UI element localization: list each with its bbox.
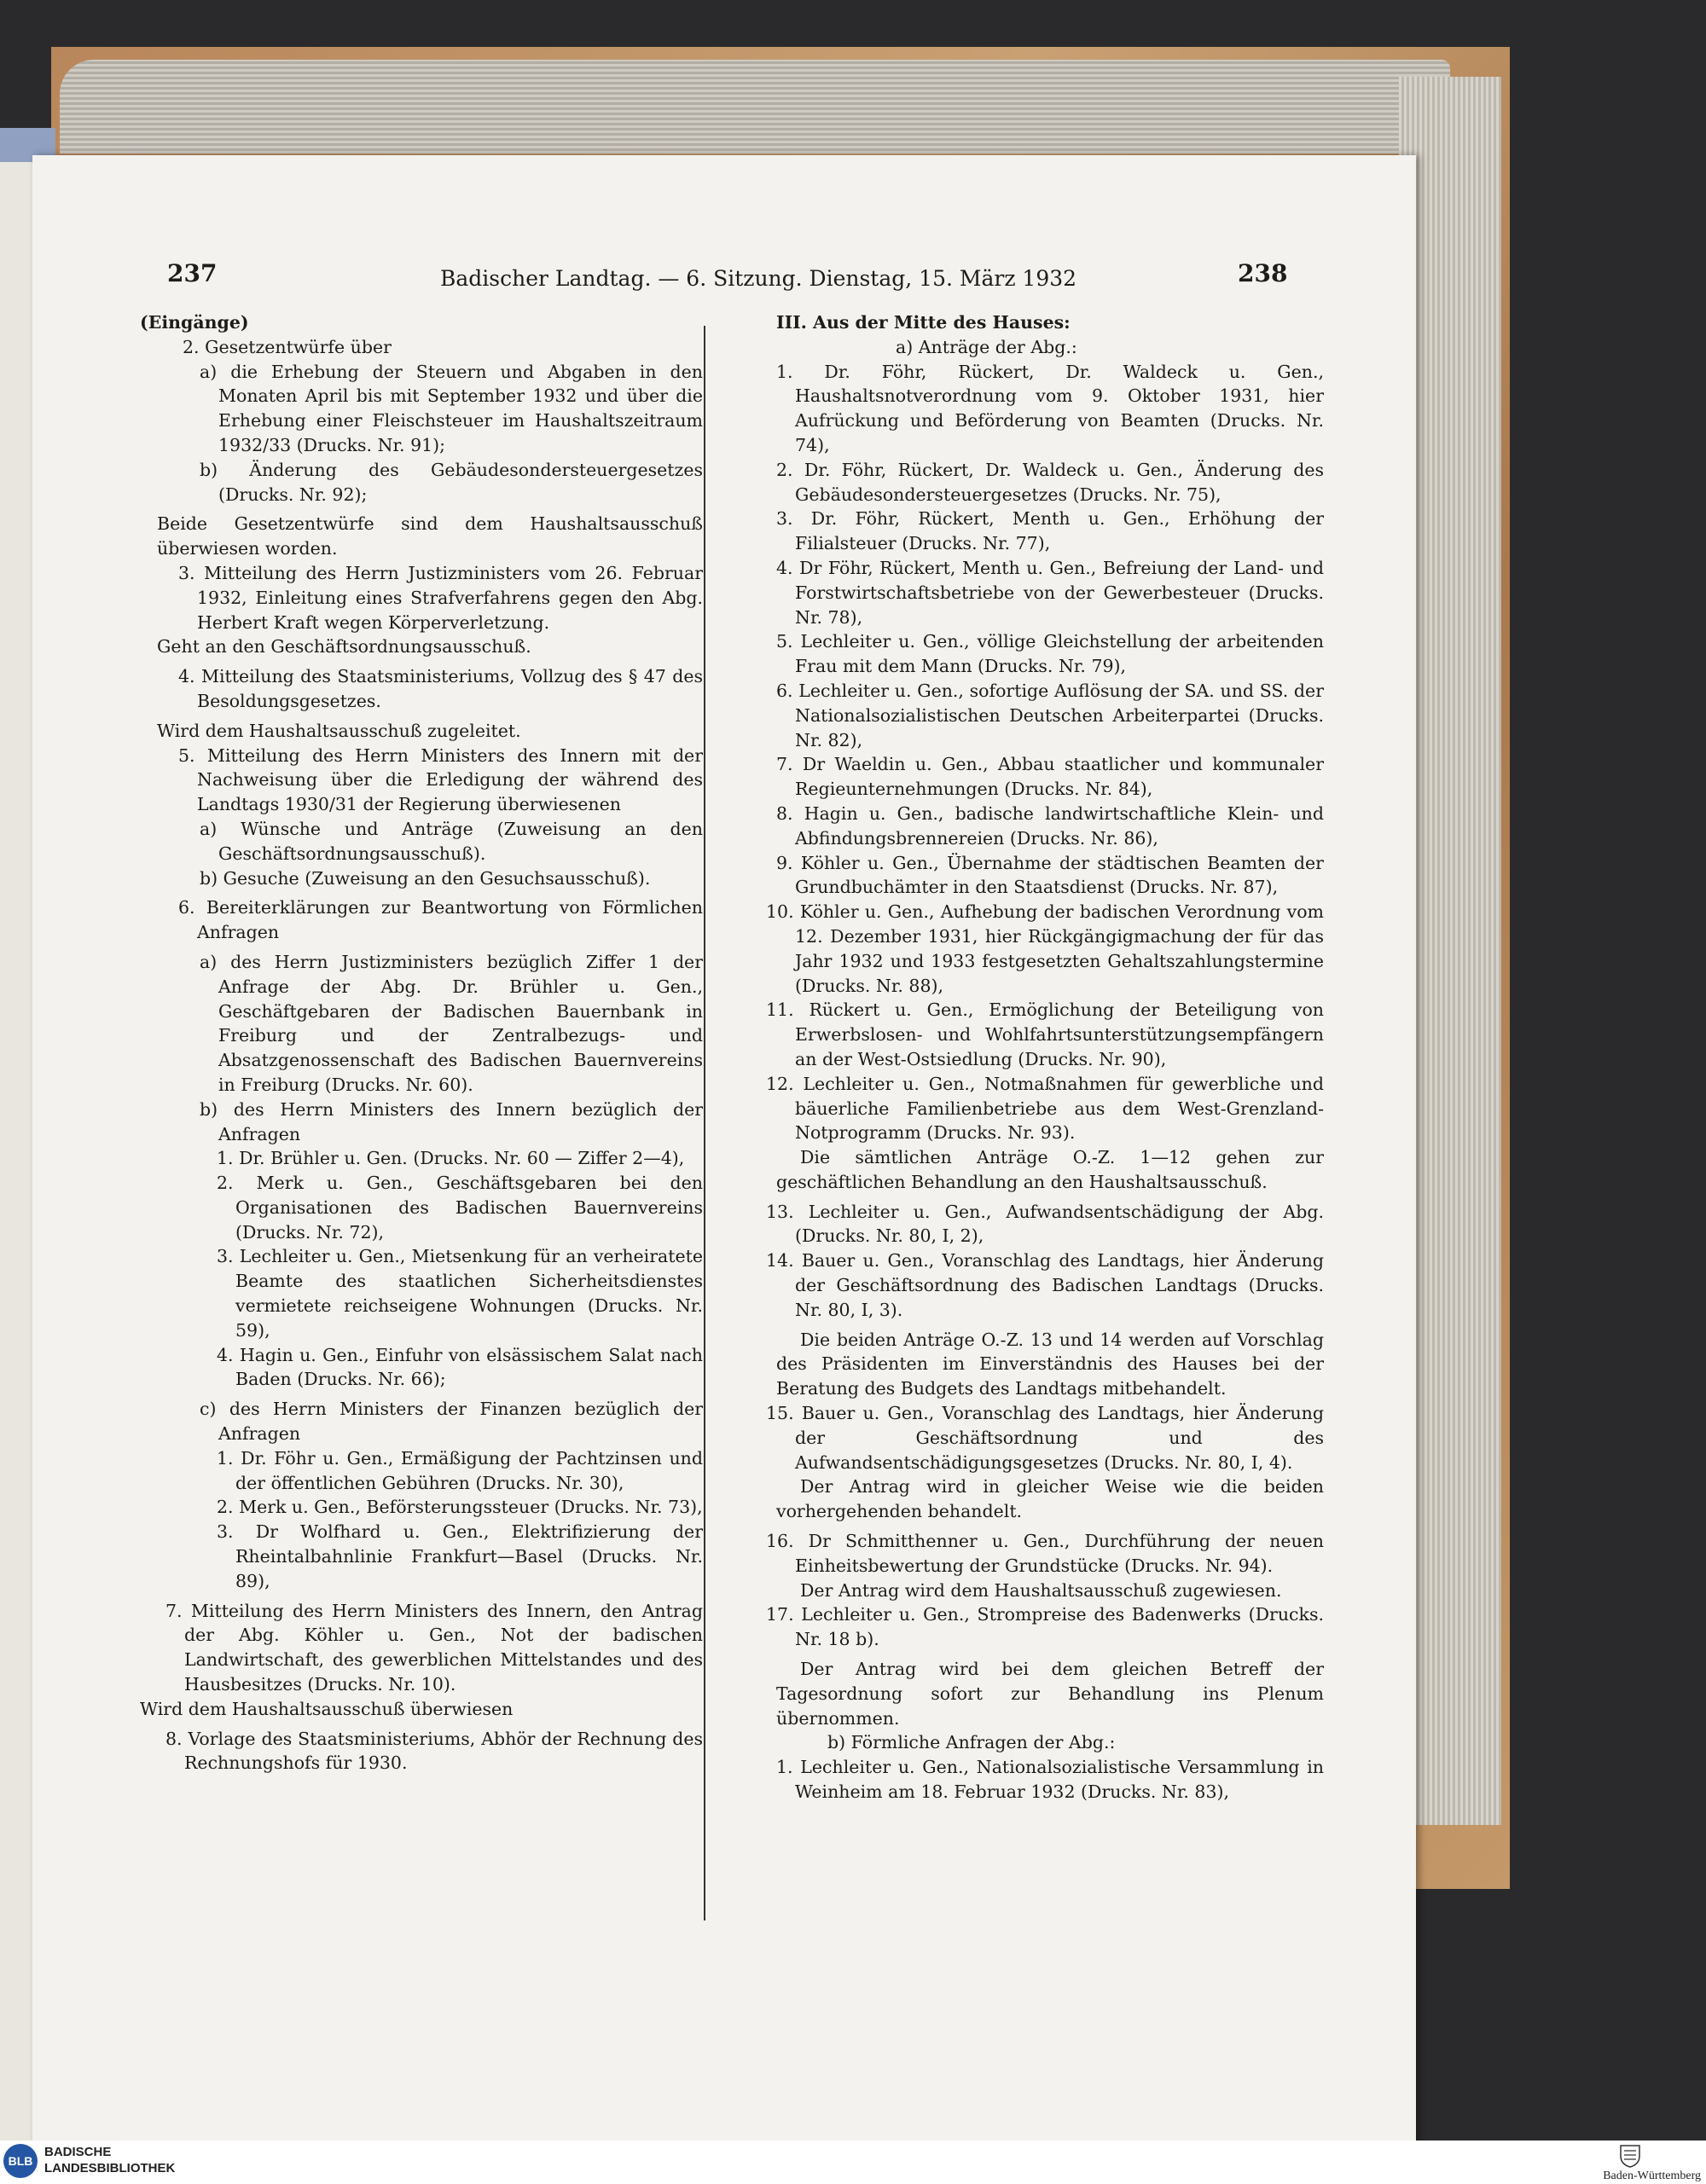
text-paragraph: 8. Hagin u. Gen., badische landwirtschaftliche Klein- und Abfindungsbrennereien (Drucks. Nr. 86), [776, 802, 1324, 849]
text-paragraph: Die sämtlichen Anträge O.-Z. 1—12 gehen zur geschäftlichen Behandlung an den Haushaltsausschuß. [776, 1147, 1324, 1192]
left-column [140, 310, 703, 1776]
crest-icon [1619, 2142, 1641, 2168]
text-paragraph: 13. Lechleiter u. Gen., Aufwandsentschädigung der Abg. (Drucks. Nr. 80, I, 2), [766, 1201, 1324, 1247]
text-paragraph: 2. Merk u. Gen., Beförsterungssteuer (Drucks. Nr. 73), [217, 1497, 703, 1518]
text-paragraph: Der Antrag wird in gleicher Weise wie die beiden vorhergehenden behandelt. [776, 1476, 1324, 1522]
text-paragraph: 7. Dr Waeldin u. Gen., Abbau staatlicher und kommunaler Regieunternehmungen (Drucks. Nr. 84), [776, 754, 1324, 800]
column-divider [704, 326, 705, 1920]
text-paragraph: 11. Rückert u. Gen., Ermöglichung der Beteiligung von Erwerbslosen- und Wohlfahrtsunterstützungsempfängern an der West-Ostsiedlung (Drucks. Nr. 90), [766, 999, 1324, 1069]
text-paragraph: c) des Herrn Ministers der Finanzen bezüglich der Anfragen [200, 1399, 703, 1445]
text-paragraph: 1. Dr. Föhr u. Gen., Ermäßigung der Pachtzinsen und der öffentlichen Gebühren (Drucks. Nr. 30), [217, 1447, 703, 1493]
text-paragraph: 1. Lechleiter u. Gen., Nationalsozialistische Versammlung in Weinheim am 18. Februar 1932 (Drucks. Nr. 83), [776, 1757, 1324, 1803]
text-paragraph: 12. Lechleiter u. Gen., Notmaßnahmen für gewerbliche und bäuerliche Familienbetriebe aus dem West-Grenzland-Notprogramm (Drucks. Nr. 93). [766, 1073, 1324, 1144]
text-paragraph: 4. Hagin u. Gen., Einfuhr von elsässischem Salat nach Baden (Drucks. Nr. 66); [217, 1344, 703, 1390]
text-paragraph: 2. Gesetzentwürfe über [183, 336, 392, 357]
text-paragraph: 7. Mitteilung des Herrn Ministers des Innern, den Antrag der Abg. Köhler u. Gen., Not der badischen Landwirtschaft, des gewerblichen Mittelstandes und des Hausbesitzes (Drucks. Nr. 10). [165, 1600, 703, 1695]
text-paragraph: 1. Dr. Föhr, Rückert, Dr. Waldeck u. Gen., Haushaltsnotverordnung vom 9. Oktober 1931, hier Aufrückung und Beförderung von Beamten (Drucks. Nr. 74), [776, 361, 1324, 455]
text-paragraph: Die beiden Anträge O.-Z. 13 und 14 werden auf Vorschlag des Präsidenten im Einverständnis des Hauses bei der Beratung des Budgets des Landtags mitbehandelt. [776, 1329, 1324, 1399]
text-paragraph: 2. Dr. Föhr, Rückert, Dr. Waldeck u. Gen., Änderung des Gebäudesondersteuergesetzes (Drucks. Nr. 75), [776, 459, 1324, 505]
text-paragraph: 6. Bereiterklärungen zur Beantwortung von Förmlichen Anfragen [178, 897, 703, 943]
text-paragraph: Der Antrag wird bei dem gleichen Betreff der Tagesordnung sofort zur Behandlung ins Plenum übernommen. [776, 1659, 1324, 1729]
text-paragraph: 6. Lechleiter u. Gen., sofortige Auflösung der SA. und SS. der Nationalsozialistischen Deutschen Arbeiterpartei (Drucks. Nr. 82), [776, 680, 1324, 750]
footer-bar [0, 2141, 1706, 2184]
text-paragraph: 1. Dr. Brühler u. Gen. (Drucks. Nr. 60 — Ziffer 2—4), [217, 1148, 685, 1169]
text-paragraph: (Eingänge) [140, 312, 249, 333]
text-paragraph: b) Gesuche (Zuweisung an den Gesuchsausschuß). [200, 867, 651, 889]
text-paragraph: Geht an den Geschäftsordnungsausschuß. [157, 636, 531, 658]
blb-logo[interactable]: BLB [3, 2144, 38, 2178]
text-paragraph: 10. Köhler u. Gen., Aufhebung der badischen Verordnung vom 12. Dezember 1931, hier Rückgängigmachung der für das Jahr 1932 und 1933 festgesetzten Gehaltszahlungstermine (Drucks. Nr. 88), [766, 901, 1324, 996]
text-paragraph: 17. Lechleiter u. Gen., Strompreise des Badenwerks (Drucks. Nr. 18 b). [766, 1604, 1324, 1650]
text-paragraph: 8. Vorlage des Staatsministeriums, Abhör der Rechnung des Rechnungshofs für 1930. [165, 1728, 703, 1774]
text-paragraph: b) Förmliche Anfragen der Abg.: [827, 1732, 1116, 1753]
text-paragraph: 5. Mitteilung des Herrn Ministers des Innern mit der Nachweisung über die Erledigung der während des Landtags 1930/31 der Regierung überwiesenen [178, 744, 703, 815]
text-paragraph: 3. Mitteilung des Herrn Justizministers vom 26. Februar 1932, Einleitung eines Strafverfahrens gegen den Abg. Herbert Kraft wegen Körperverletzung. [178, 562, 703, 633]
text-paragraph: 15. Bauer u. Gen., Voranschlag des Landtags, hier Änderung der Geschäftsordnung und des Aufwandsentschädigungsgesetzes (Drucks. Nr. 80, I, 4). [766, 1403, 1324, 1473]
text-paragraph: 4. Dr Föhr, Rückert, Menth u. Gen., Befreiung der Land- und Forstwirtschaftsbetriebe von der Gewerbesteuer (Drucks. Nr. 78), [776, 557, 1324, 628]
library-name-line1: BADISCHE [44, 2145, 112, 2159]
page-number-right: 238 [1238, 259, 1288, 287]
text-paragraph: 3. Dr. Föhr, Rückert, Menth u. Gen., Erhöhung der Filialsteuer (Drucks. Nr. 77), [776, 508, 1324, 554]
text-paragraph: b) des Herrn Ministers des Innern bezüglich der Anfragen [200, 1098, 703, 1144]
text-paragraph: Wird dem Haushaltsausschuß überwiesen [140, 1698, 514, 1719]
text-paragraph: Wird dem Haushaltsausschuß zugeleitet. [157, 720, 521, 741]
text-paragraph: III. Aus der Mitte des Hauses: [776, 312, 1071, 333]
text-paragraph: a) die Erhebung der Steuern und Abgaben in den Monaten April bis mit September 1932 und über die Erhebung einer Fleischsteuer im Haushaltszeitraum 1932/33 (Drucks. Nr. 91); [200, 361, 703, 455]
page-number-left: 237 [167, 259, 218, 287]
text-paragraph: a) Anträge der Abg.: [896, 336, 1077, 357]
text-paragraph: Der Antrag wird dem Haushaltsausschuß zugewiesen. [800, 1579, 1282, 1601]
document-page [32, 155, 1416, 2141]
text-paragraph: 9. Köhler u. Gen., Übernahme der städtischen Beamten der Grundbuchämter in den Staatsdienst (Drucks. Nr. 87), [776, 852, 1324, 898]
text-paragraph: a) Wünsche und Anträge (Zuweisung an den Geschäftsordnungsausschuß). [200, 818, 703, 864]
library-name-line2: LANDESBIBLIOTHEK [44, 2161, 176, 2175]
text-paragraph: 3. Lechleiter u. Gen., Mietsenkung für an verheiratete Beamte des staatlichen Sicherheitsdienstes vermietete reichseigene Wohnungen (Drucks. Nr. 59), [217, 1246, 703, 1341]
text-paragraph: 2. Merk u. Gen., Geschäftsgebaren bei den Organisationen des Badischen Bauernvereins (Drucks. Nr. 72), [217, 1173, 703, 1243]
text-paragraph: 3. Dr Wolfhard u. Gen., Elektrifizierung der Rheintalbahnlinie Frankfurt—Basel (Drucks. Nr. 89), [217, 1521, 703, 1591]
running-header: Badischer Landtag. — 6. Sitzung. Dienstag, 15. März 1932 [440, 266, 1077, 291]
page-stack [60, 60, 1450, 154]
text-paragraph: 4. Mitteilung des Staatsministeriums, Vollzug des § 47 des Besoldungsgesetzes. [178, 666, 703, 711]
right-column [766, 310, 1324, 1805]
text-paragraph: 16. Dr Schmitthenner u. Gen., Durchführung der neuen Einheitsbewertung der Grundstücke (Drucks. Nr. 94). [766, 1531, 1324, 1576]
partner-name: Baden-Württemberg [1603, 2170, 1701, 2182]
text-paragraph: b) Änderung des Gebäudesondersteuergesetzes (Drucks. Nr. 92); [200, 459, 703, 505]
text-paragraph: Beide Gesetzentwürfe sind dem Haushaltsausschuß überwiesen worden. [157, 513, 703, 559]
text-paragraph: a) des Herrn Justizministers bezüglich Ziffer 1 der Anfrage der Abg. Dr. Brühler u. Gen., Geschäftgebaren der Badischen Bauernbank in Freiburg und der Zentralbezugs- und Absatzgenossenschaft des Badischen Bauernvereins in Freiburg (Drucks. Nr. 60). [200, 951, 703, 1095]
text-paragraph: 5. Lechleiter u. Gen., völlige Gleichstellung der arbeitenden Frau mit dem Mann (Drucks. Nr. 79), [776, 631, 1324, 677]
text-paragraph: 14. Bauer u. Gen., Voranschlag des Landtags, hier Änderung der Geschäftsordnung des Badischen Landtags (Drucks. Nr. 80, I, 3). [766, 1250, 1324, 1320]
